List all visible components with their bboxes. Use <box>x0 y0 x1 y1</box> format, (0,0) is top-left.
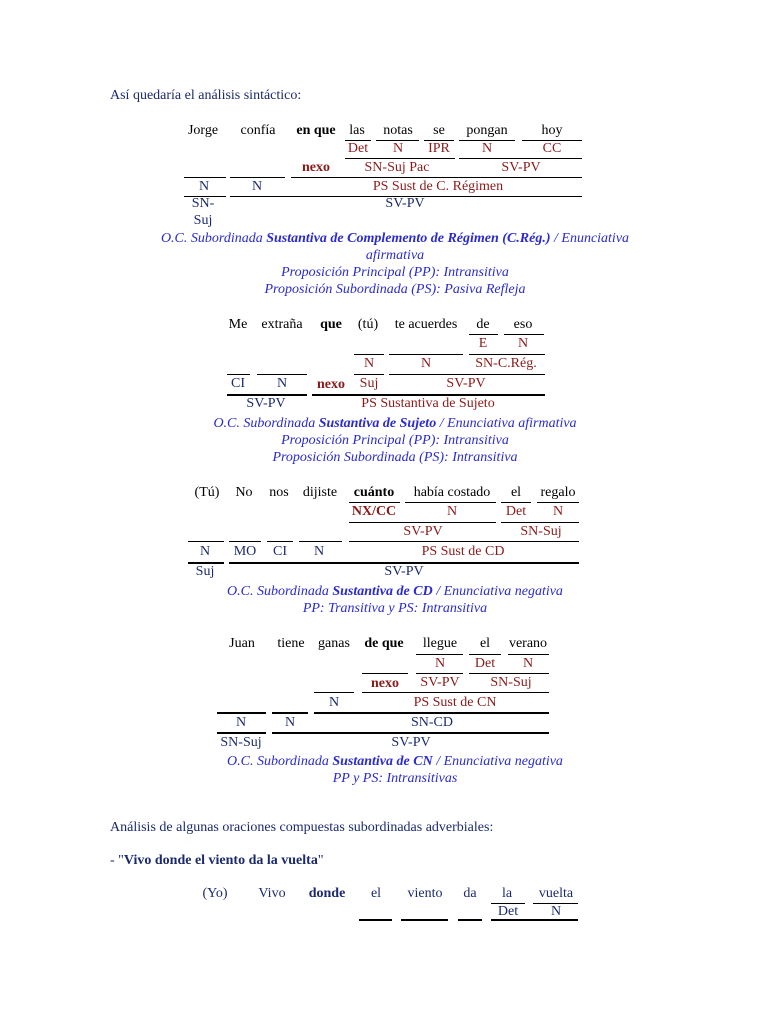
tag: SN-C.Rég. <box>475 356 537 371</box>
tag: Suj <box>193 213 213 228</box>
underline <box>459 158 582 159</box>
tag: SV-PV <box>501 160 541 175</box>
underline <box>267 541 293 542</box>
underline <box>416 654 463 655</box>
tag: SN-Suj <box>490 675 532 690</box>
underline <box>272 732 549 734</box>
underline <box>537 502 579 503</box>
word: vuelta <box>538 886 574 901</box>
underline <box>469 354 545 355</box>
tag: Det <box>497 904 519 919</box>
word: da <box>463 886 477 901</box>
underline <box>299 541 342 542</box>
underline <box>405 502 496 503</box>
underline <box>469 654 501 655</box>
tag: SV-PV <box>391 735 431 750</box>
underline <box>349 541 579 542</box>
underline <box>217 712 266 714</box>
underline <box>469 673 549 674</box>
word: el <box>479 636 491 651</box>
word-nexo: donde <box>308 886 346 901</box>
underline <box>501 502 531 503</box>
example-sentence <box>110 853 324 869</box>
caption-line: Proposición Subordinada (PS): Intransitiva <box>272 450 518 465</box>
tag: CC <box>542 141 562 156</box>
quote-close: " <box>317 853 324 868</box>
underline <box>184 177 226 178</box>
nexo-tag: nexo <box>302 160 330 175</box>
intro-text: Así quedaría el análisis sintáctico: <box>110 88 302 103</box>
underline <box>362 673 408 674</box>
caption-text: afirmativa <box>365 248 425 263</box>
word: Me <box>228 317 248 332</box>
word: eso <box>513 317 533 332</box>
tag: N <box>198 179 210 194</box>
word: confía <box>240 123 276 138</box>
tag: SN-Suj <box>220 735 262 750</box>
caption-text: O.C. Subordinada <box>213 416 319 431</box>
tag: PS Sustantiva de Sujeto <box>361 396 495 411</box>
caption <box>105 753 685 787</box>
caption-text: O.C. Subordinada <box>227 754 333 769</box>
tag: IPR <box>428 141 450 156</box>
caption-text: / Enunciativa negativa <box>432 754 563 769</box>
word: te acuerdes <box>394 317 458 332</box>
word: las <box>349 123 365 138</box>
word: ganas <box>318 636 350 651</box>
word: llegue <box>422 636 458 651</box>
word: hoy <box>541 123 563 138</box>
tag: Det <box>505 504 527 519</box>
word: dijiste <box>302 485 338 500</box>
caption-bold: Sustantiva de CD <box>332 584 433 599</box>
tag: MO <box>233 544 257 559</box>
tag: SN-Suj <box>520 524 562 539</box>
underline <box>291 177 582 178</box>
underline <box>257 374 307 375</box>
caption-bold: Sustantiva de CN <box>332 754 433 769</box>
quote-open: - " <box>110 853 124 868</box>
tag: N <box>284 715 296 730</box>
caption-text: O.C. Subordinada <box>160 231 267 246</box>
tag: E <box>478 336 488 351</box>
underline <box>230 177 285 178</box>
caption-bold: Sustantiva de Complemento de Régimen (C.Rég.) <box>266 231 551 246</box>
word-nexo: de que <box>364 636 404 651</box>
underline <box>349 522 496 523</box>
tag: SN-Suj Pac <box>364 160 430 175</box>
word: (tú) <box>357 317 379 332</box>
tag: Det <box>347 141 369 156</box>
underline <box>362 692 549 693</box>
section-heading: Análisis de algunas oraciones compuestas subordinadas adverbiales: <box>110 820 494 835</box>
nexo-tag: nexo <box>317 377 345 392</box>
tag: SV-PV <box>403 524 443 539</box>
underline <box>389 374 545 375</box>
word: viento <box>407 886 443 901</box>
word: notas <box>383 123 413 138</box>
tag: N <box>517 336 529 351</box>
underline <box>501 522 579 523</box>
underline <box>508 654 549 655</box>
tag: N <box>363 356 375 371</box>
tag: N <box>392 141 404 156</box>
word-nexo: en que <box>296 123 336 138</box>
caption-line: Proposición Subordinada (PS): Pasiva Refleja <box>264 282 526 297</box>
sentence-text: Vivo donde el viento da la vuelta <box>123 853 318 868</box>
tag: SV-PV <box>420 675 460 690</box>
caption-text: O.C. Subordinada <box>227 584 333 599</box>
word: Jorge <box>187 123 219 138</box>
tag: Suj <box>359 376 379 391</box>
tag: PS Sust de CN <box>413 695 497 710</box>
tag: CI <box>231 376 245 391</box>
word: de <box>476 317 490 332</box>
tag: Suj <box>195 564 215 579</box>
tag: SV-PV <box>246 396 286 411</box>
underline <box>458 919 482 921</box>
underline <box>504 334 544 335</box>
word: verano <box>508 636 548 651</box>
underline <box>229 541 261 542</box>
caption <box>105 583 685 617</box>
caption-text: / Enunciativa negativa <box>432 584 563 599</box>
underline <box>469 334 498 335</box>
underline <box>217 732 266 734</box>
word: extraña <box>261 317 303 332</box>
word: la <box>501 886 513 901</box>
underline <box>188 541 224 542</box>
tag: CI <box>273 544 287 559</box>
tag: N <box>276 376 288 391</box>
underline <box>359 919 392 921</box>
tag: N <box>550 904 562 919</box>
underline <box>345 158 455 159</box>
underline <box>349 502 400 503</box>
word: se <box>433 123 445 138</box>
caption-line: PP y PS: Intransitivas <box>332 771 458 786</box>
caption-line: PP: Transitiva y PS: Intransitiva <box>302 601 488 616</box>
underline <box>354 354 384 355</box>
tag: N <box>522 656 534 671</box>
word: el <box>370 886 382 901</box>
word-nexo: que <box>320 317 342 332</box>
nexo-tag: nexo <box>371 676 399 691</box>
word: el <box>510 485 522 500</box>
tag: N <box>481 141 493 156</box>
underline <box>314 692 354 693</box>
caption <box>105 415 685 466</box>
tag: SN-CD <box>410 715 454 730</box>
word: (Yo) <box>202 886 228 901</box>
tag: N <box>313 544 325 559</box>
tag: N <box>552 504 564 519</box>
tag: SN- <box>191 196 215 211</box>
tag: PS Sust de CD <box>421 544 505 559</box>
underline <box>354 374 384 375</box>
underline <box>401 919 448 921</box>
underline <box>272 712 308 714</box>
tag: N <box>328 695 340 710</box>
caption-text: / Enunciativa <box>550 231 630 246</box>
tag: N <box>199 544 211 559</box>
tag: SV-PV <box>384 564 424 579</box>
tag: SV-PV <box>385 196 425 211</box>
tag: SV-PV <box>446 376 486 391</box>
tag: N <box>235 715 247 730</box>
caption-bold: Sustantiva de Sujeto <box>318 416 437 431</box>
caption-line: Proposición Principal (PP): Intransitiva <box>281 265 509 280</box>
word: regalo <box>540 485 576 500</box>
word-nexo: cuánto <box>353 485 395 500</box>
underline <box>491 919 578 921</box>
tag: N <box>251 179 263 194</box>
tag: N <box>446 504 458 519</box>
tag: N <box>420 356 432 371</box>
word: tiene <box>277 636 305 651</box>
underline <box>389 354 463 355</box>
underline <box>416 673 463 674</box>
word: (Tú) <box>194 485 220 500</box>
word: nos <box>269 485 289 500</box>
nexo-tag: NX/CC <box>351 504 397 519</box>
word: Vivo <box>258 886 286 901</box>
word: pongan <box>466 123 508 138</box>
tag: PS Sust de C. Régimen <box>372 179 504 194</box>
underline <box>227 374 250 375</box>
caption <box>105 230 685 298</box>
tag: N <box>434 656 446 671</box>
caption-line: Proposición Principal (PP): Intransitiva <box>281 433 509 448</box>
word: había costado <box>413 485 491 500</box>
word: Juan <box>229 636 255 651</box>
underline <box>314 712 549 714</box>
caption-text: / Enunciativa afirmativa <box>436 416 577 431</box>
tag: Det <box>474 656 496 671</box>
word: No <box>235 485 253 500</box>
